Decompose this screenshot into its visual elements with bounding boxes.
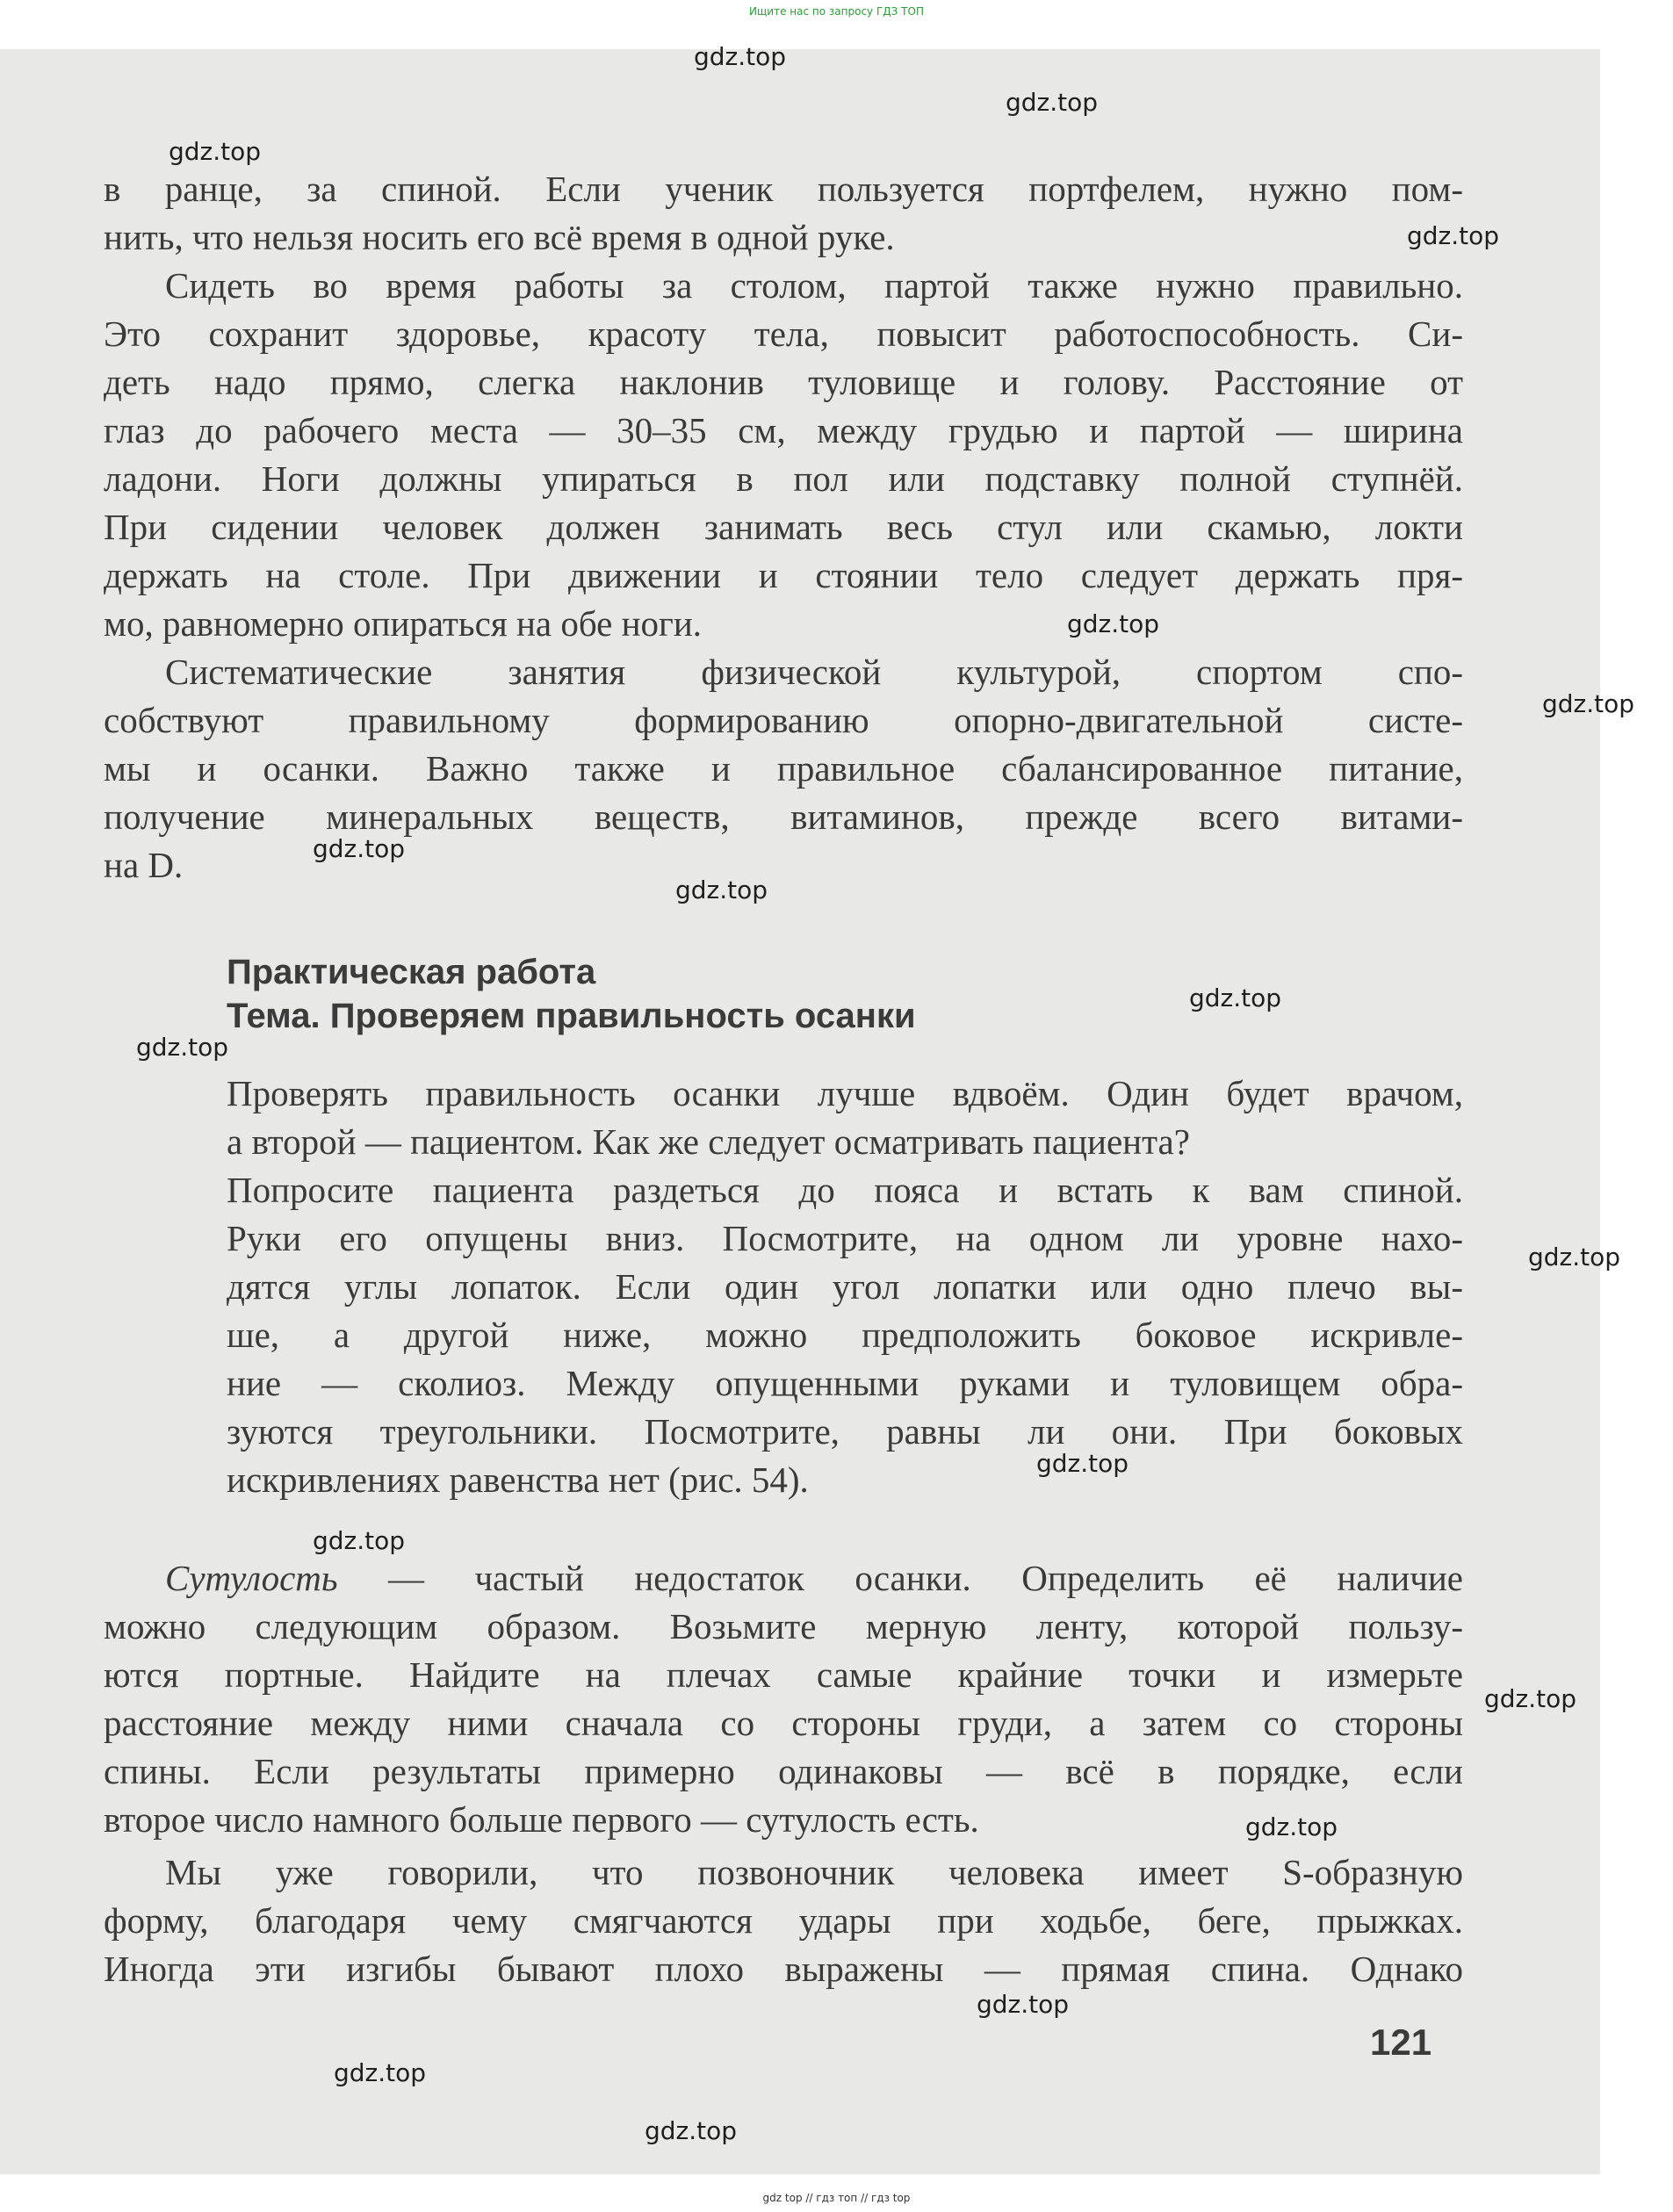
practical-work-title: Практическая работа — [227, 953, 596, 991]
watermark: gdz.top — [1067, 609, 1160, 638]
paragraph-2 — [104, 262, 1463, 648]
text-line: Систематические занятия физической культурой, спортом спо- — [165, 652, 1463, 692]
text-line: При сидении человек должен занимать весь стул или скамью, локти — [104, 507, 1463, 547]
text-line: деть надо прямо, слегка наклонив туловище и голову. Расстояние от — [104, 362, 1463, 402]
watermark: gdz.top — [1484, 1684, 1577, 1713]
page-number: 121 — [1370, 2021, 1432, 2063]
text-line: мо, равномерно опираться на обе ноги. — [104, 603, 703, 644]
text-line: Сидеть во время работы за столом, партой также нужно правильно. — [165, 265, 1463, 306]
watermark: gdz.top — [169, 137, 262, 166]
watermark: gdz.top — [977, 1990, 1070, 2019]
text-line: спины. Если результаты примерно одинаковы — всё в порядке, если — [104, 1751, 1463, 1791]
text-line: ше, а другой ниже, можно предположить боковое искривле- — [227, 1315, 1463, 1355]
text-line: в ранце, за спиной. Если ученик пользуется портфелем, нужно пом- — [104, 169, 1463, 209]
top-search-note: Ищите нас по запросу ГДЗ ТОП — [749, 5, 924, 18]
text-line: на D. — [104, 845, 184, 885]
watermark: gdz.top — [1245, 1812, 1338, 1841]
term-stoop: Сутулость — [165, 1558, 338, 1598]
text-line: искривлениях равенства нет (рис. 54). — [227, 1459, 809, 1500]
watermark: gdz.top — [1542, 689, 1635, 718]
watermark: gdz.top — [1006, 88, 1099, 117]
text-line: получение минеральных веществ, витаминов, прежде всего витами- — [104, 796, 1463, 837]
practical-work-topic: Тема. Проверяем правильность осанки — [227, 997, 916, 1035]
text-line: Иногда эти изгибы бывают плохо выражены — прямая спина. Однако — [104, 1949, 1463, 1989]
watermark: gdz.top — [675, 875, 768, 904]
text-line: держать на столе. При движении и стоянии тело следует держать пря- — [104, 555, 1463, 595]
watermark: gdz.top — [334, 2058, 427, 2087]
text-line: второе число намного больше первого — сутулость есть. — [104, 1799, 979, 1840]
watermark: gdz.top — [694, 42, 787, 71]
watermark: gdz.top — [1036, 1449, 1129, 1478]
text-line: собствуют правильному формированию опорно-двигательной систе- — [104, 700, 1463, 740]
paragraph-6 — [104, 1848, 1463, 1993]
text-line: Попросите пациента раздеться до пояса и встать к вам спиной. — [227, 1170, 1463, 1210]
text-line: Мы уже говорили, что позвоночник человека имеет S-образную — [165, 1852, 1463, 1892]
text-line: дятся углы лопаток. Если один угол лопатки или одно плечо вы- — [227, 1266, 1463, 1307]
watermark: gdz.top — [1189, 984, 1282, 1012]
watermark: gdz.top — [645, 2116, 738, 2145]
paragraph-1 — [104, 165, 1463, 262]
text-line: можно следующим образом. Возьмите мерную ленту, которой пользу- — [104, 1606, 1463, 1646]
watermark: gdz.top — [136, 1033, 229, 1062]
text-fragment: — частый недостаток осанки. Определить её наличие — [337, 1558, 1463, 1598]
paragraph-4 — [227, 1070, 1463, 1504]
text-line: мы и осанки. Важно также и правильное сбалансированное питание, — [104, 748, 1463, 789]
watermark: gdz.top — [1528, 1243, 1621, 1272]
text-line — [104, 1554, 1463, 1603]
text-line: форму, благодаря чему смягчаются удары при ходьбе, беге, прыжках. — [104, 1900, 1463, 1941]
text-line: глаз до рабочего места — 30–35 см, между грудью и партой — ширина — [104, 410, 1463, 450]
text-line: Руки его опущены вниз. Посмотрите, на одном ли уровне нахо- — [227, 1218, 1463, 1258]
text-line: зуются треугольники. Посмотрите, равны ли они. При боковых — [227, 1411, 1463, 1452]
text-line: расстояние между ними сначала со стороны груди, а затем со стороны — [104, 1703, 1463, 1743]
paragraph-3 — [104, 648, 1463, 890]
paragraph-5 — [104, 1554, 1463, 1844]
text-line: ладони. Ноги должны упираться в пол или подставку полной ступнёй. — [104, 458, 1463, 499]
bottom-note: gdz top // гдз топ // гдз top — [762, 2192, 911, 2204]
watermark: gdz.top — [1407, 221, 1500, 250]
text-line: а второй — пациентом. Как же следует осматривать пациента? — [227, 1121, 1190, 1162]
text-line: ются портные. Найдите на плечах самые крайние точки и измерьте — [104, 1654, 1463, 1695]
watermark: gdz.top — [313, 834, 406, 863]
watermark: gdz.top — [313, 1526, 406, 1555]
text-line: нить, что нельзя носить его всё время в одной руке. — [104, 217, 895, 257]
text-line: Проверять правильность осанки лучше вдвоём. Один будет врачом, — [227, 1073, 1463, 1113]
text-line: ние — сколиоз. Между опущенными руками и туловищем обра- — [227, 1363, 1463, 1403]
text-line: Это сохранит здоровье, красоту тела, повысит работоспособность. Си- — [104, 313, 1463, 354]
